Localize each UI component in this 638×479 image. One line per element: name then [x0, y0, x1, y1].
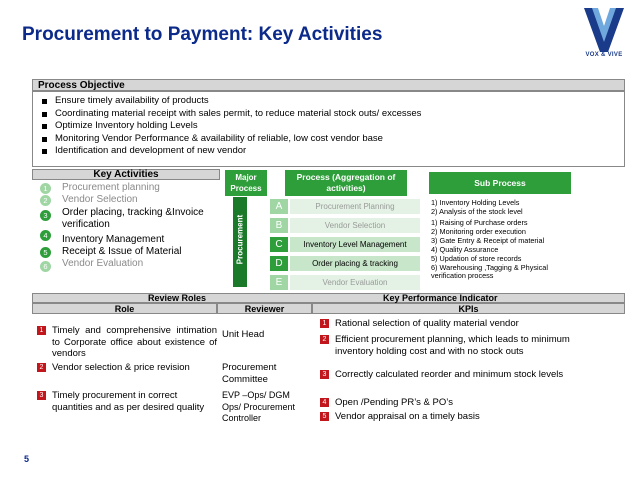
sub-process-item: 3) Gate Entry & Receipt of material [431, 236, 545, 245]
sub-process-item: 1) Inventory Holding Levels [431, 198, 520, 207]
process-objective-header: Process Objective [32, 79, 625, 91]
kpi-item [320, 369, 582, 381]
review-roles-header: Review Roles [148, 293, 207, 303]
kpi-text: Open /Pending PR’s & PO’s [335, 397, 453, 408]
kpi-item [320, 318, 582, 330]
objective-item: Ensure timely availability of products [55, 95, 624, 108]
kpi-item [320, 411, 582, 423]
objective-item: Monitoring Vendor Performance & availability of reliable, low cost vendor base [55, 133, 624, 146]
role-number: 3 [37, 391, 46, 400]
activity-label: Vendor Selection [62, 194, 138, 205]
major-process-label: Procurement [235, 214, 245, 265]
key-activities-list [40, 182, 225, 270]
sub-process-item: 4) Quality Assurance [431, 245, 499, 254]
review-kpi-header-bar [32, 293, 625, 303]
kpi-number: 4 [320, 398, 329, 407]
sub-process-item: 5) Updation of store records [431, 254, 522, 263]
reviewer-item: Unit Head [222, 329, 265, 340]
page-number: 5 [24, 454, 30, 464]
role-text: Vendor selection & price revision [52, 362, 190, 373]
process-letter: C [270, 237, 288, 252]
kpi-column-header: KPIs [312, 303, 625, 314]
process-letter: D [270, 256, 288, 271]
kpi-number: 2 [320, 335, 329, 344]
review-role-item [37, 390, 217, 413]
objective-list [33, 92, 624, 158]
reviewer-item: EVP –Ops/ DGM Ops/ Procurement Controller [222, 390, 296, 423]
key-activity-item [40, 194, 225, 207]
process-step: Order placing & tracking [290, 256, 420, 271]
logo-text: VOX & VIVE [585, 52, 623, 58]
process-step: Vendor Selection [290, 218, 420, 233]
major-process-header: Major Process [225, 170, 267, 196]
role-number: 2 [37, 363, 46, 372]
key-activities-header: Key Activities [32, 169, 220, 180]
page-title: Procurement to Payment: Key Activities [22, 24, 383, 45]
sub-process-item: 2) Monitoring order execution [431, 227, 526, 236]
activity-number: 6 [40, 261, 51, 272]
process-objective-box [32, 91, 625, 167]
process-header: Process (Aggregation of activities) [285, 170, 407, 196]
activity-label: Order placing, tracking &Invoice verification [62, 207, 204, 230]
kpi-text: Vendor appraisal on a timely basis [335, 411, 480, 422]
activity-number: 5 [40, 247, 51, 258]
process-step: Inventory Level Management [290, 237, 420, 252]
role-column-header: Role [32, 303, 217, 314]
kpi-number: 5 [320, 412, 329, 421]
key-activity-item [40, 182, 225, 194]
sub-process-item: 6) Warehousing ,Tagging & Physical [431, 263, 548, 272]
sub-process-item: 2) Analysis of the stock level [431, 207, 523, 216]
role-number: 1 [37, 326, 46, 335]
reviewer-column-header: Reviewer [217, 303, 312, 314]
objective-item: Coordinating material receipt with sales permit, to reduce material stock outs/ excesses [55, 108, 624, 121]
process-step: Vendor Evaluation [290, 275, 420, 290]
objective-item: Identification and development of new vendor [55, 145, 624, 158]
key-activity-item [40, 231, 225, 246]
key-activity-item [40, 258, 225, 270]
process-letter: A [270, 199, 288, 214]
sub-process-item: verification process [431, 271, 494, 280]
kpi-item [320, 334, 582, 357]
activity-number: 1 [40, 183, 51, 194]
kpi-number: 3 [320, 370, 329, 379]
kpi-header: Key Performance Indicator [383, 293, 498, 303]
review-role-item [37, 325, 217, 360]
activity-label: Inventory Management [62, 234, 165, 245]
role-text: Timely procurement in correct quantities and as per desired quality [52, 390, 205, 413]
kpi-text: Rational selection of quality material vendor [335, 318, 519, 329]
kpi-item [320, 397, 582, 409]
sub-process-header: Sub Process [429, 172, 571, 194]
process-letter: E [270, 275, 288, 290]
kpi-text: Efficient procurement planning, which leads to minimum inventory holding cost and with no stock outs [335, 334, 570, 357]
activity-number: 2 [40, 195, 51, 206]
activity-number: 4 [40, 230, 51, 241]
kpi-text: Correctly calculated reorder and minimum stock levels [335, 369, 564, 380]
activity-label: Vendor Evaluation [62, 258, 144, 269]
major-process-procurement [233, 197, 247, 287]
process-letter: B [270, 218, 288, 233]
key-activity-item [40, 246, 225, 258]
objective-item: Optimize Inventory holding Levels [55, 120, 624, 133]
activity-number: 3 [40, 210, 51, 221]
reviewer-item: Procurement Committee [222, 362, 277, 385]
review-role-item [37, 362, 217, 374]
kpi-number: 1 [320, 319, 329, 328]
activity-label: Receipt & Issue of Material [62, 246, 182, 257]
role-text: Timely and comprehensive intimation to Corporate office about existence of vendors [52, 325, 217, 359]
activity-label: Procurement planning [62, 182, 160, 193]
sub-process-list [431, 198, 548, 279]
key-activity-item [40, 207, 225, 232]
vox-vive-logo [582, 4, 626, 58]
sub-process-item: 1) Raising of Purchase orders [431, 218, 528, 227]
process-step: Procurement Planning [290, 199, 420, 214]
